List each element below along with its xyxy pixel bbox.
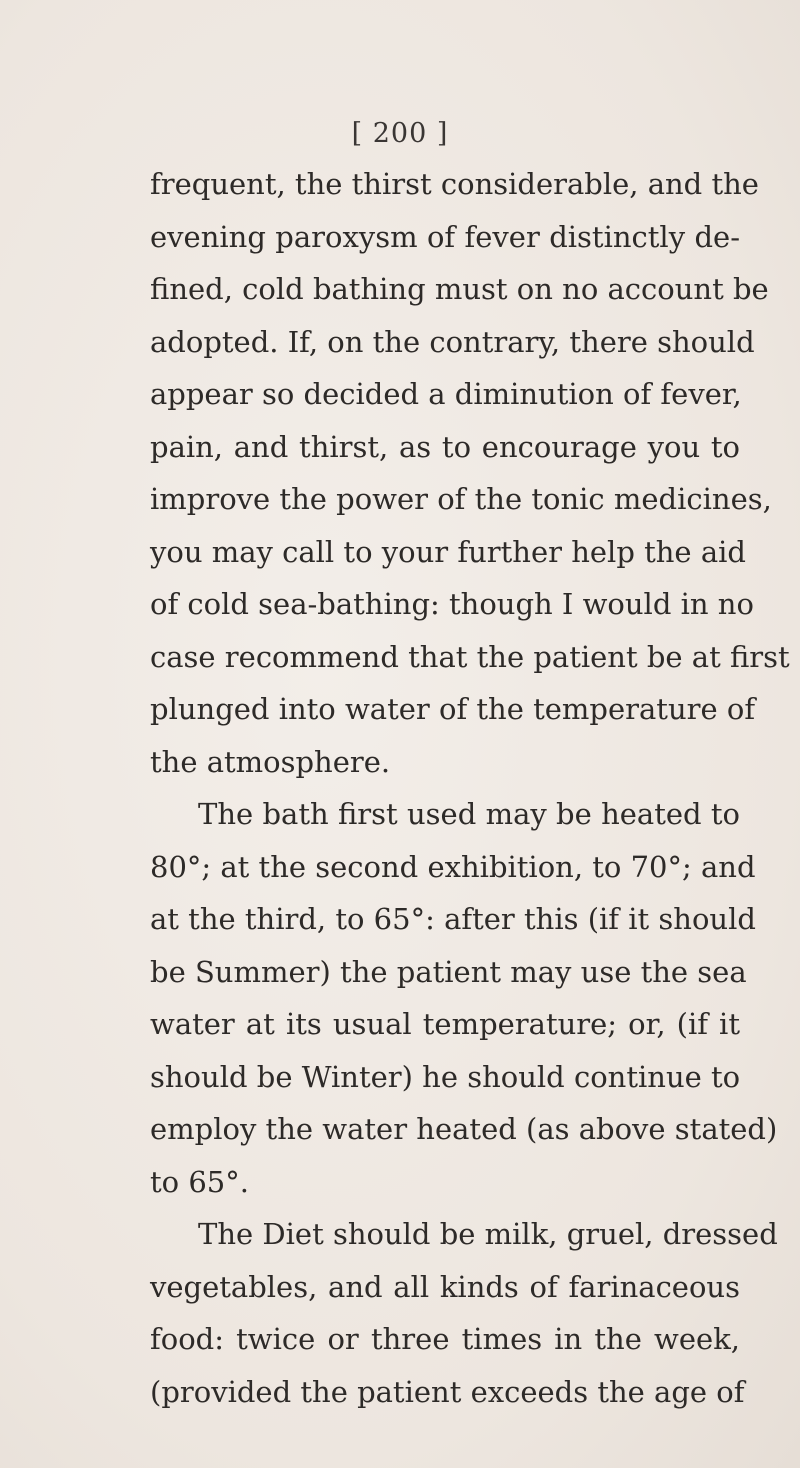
page-number: [ 200 ]: [351, 118, 449, 149]
text-line: improve the power of the tonic medicines,: [150, 482, 772, 516]
text-line: fined, cold bathing must on no account be: [150, 272, 769, 306]
page-number-header: [0, 118, 800, 149]
text-line: of cold sea-bathing: though I would in no: [150, 587, 754, 621]
text-line: be Summer) the patient may use the sea: [150, 954, 747, 989]
paragraph-end-line: the atmosphere.: [150, 744, 391, 779]
text-line: evening paroxysm of fever distinctly de-: [150, 219, 740, 254]
paragraph-end-line: to 65°.: [150, 1164, 249, 1199]
text-line: case recommend that the patient be at first: [150, 639, 790, 674]
text-line: water at its usual temperature; or, (if it: [150, 1007, 740, 1041]
text-line: adopted. If, on the contrary, there should: [150, 324, 755, 359]
text-line: pain, and thirst, as to encourage you to: [150, 429, 740, 464]
text-line: food: twice or three times in the week,: [150, 1322, 740, 1356]
text-line: at the third, to 65°: after this (if it should: [150, 902, 756, 936]
text-line: plunged into water of the temperature of: [150, 692, 756, 726]
text-line: (provided the patient exceeds the age of: [150, 1374, 745, 1409]
text-line: vegetables, and all kinds of farinaceous: [150, 1269, 740, 1304]
text-line: 80°; at the second exhibition, to 70°; and: [150, 849, 756, 884]
paragraph-start-line: The bath first used may be heated to: [198, 797, 740, 831]
text-line: you may call to your further help the aid: [150, 534, 746, 569]
text-line: appear so decided a diminution of fever,: [150, 377, 742, 411]
text-line: employ the water heated (as above stated): [150, 1112, 778, 1146]
body-text: [150, 158, 790, 1418]
text-line: frequent, the thirst considerable, and the: [150, 167, 759, 201]
text-line: should be Winter) he should continue to: [150, 1059, 741, 1094]
paragraph-start-line: The Diet should be milk, gruel, dressed: [198, 1217, 778, 1251]
